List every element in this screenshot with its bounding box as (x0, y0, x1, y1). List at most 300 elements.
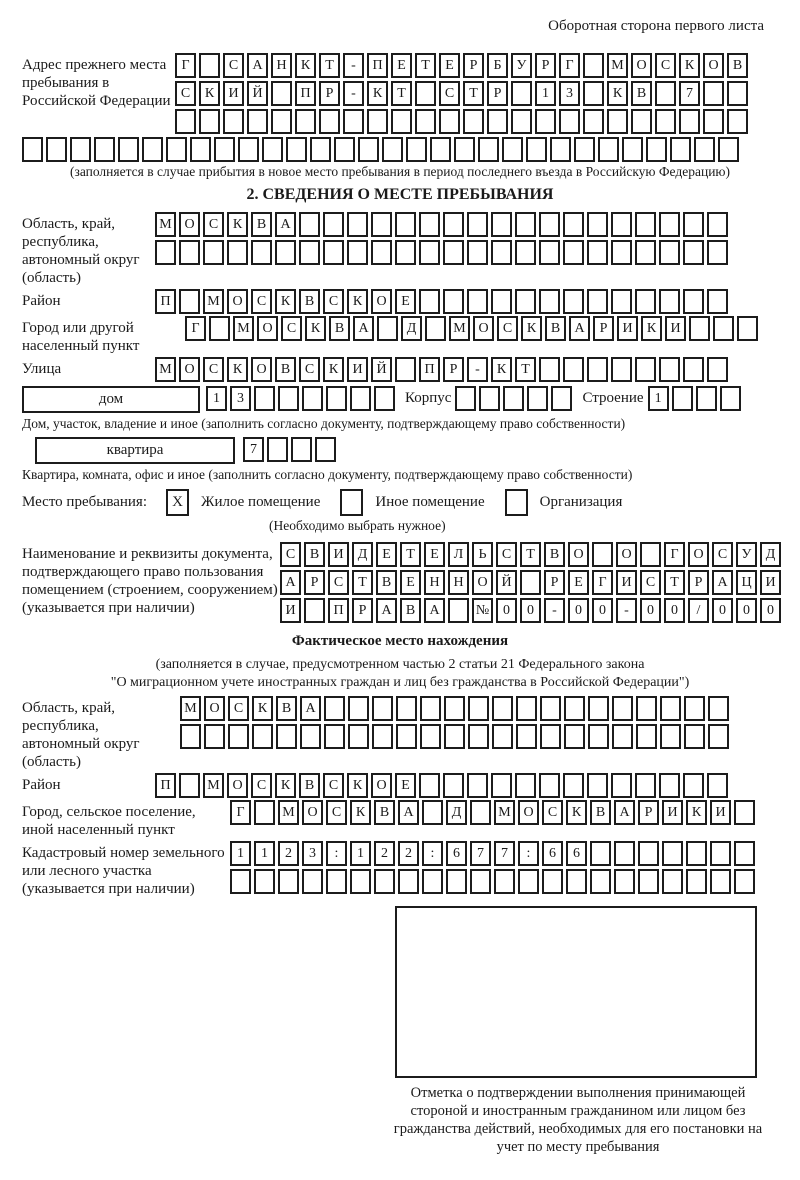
char-cell (662, 841, 683, 866)
char-cell: К (367, 81, 388, 106)
district-label: Район (22, 293, 61, 309)
char-cell: С (542, 800, 563, 825)
char-cell: К (305, 316, 326, 341)
char-cell: 1 (350, 841, 371, 866)
char-cell: К (641, 316, 662, 341)
char-cell (734, 869, 755, 894)
char-cell (422, 800, 443, 825)
apartment-type-box: квартира (35, 437, 235, 464)
char-cell (395, 212, 416, 237)
char-cell: : (422, 841, 443, 866)
char-cell (179, 240, 200, 265)
char-cell: Е (376, 542, 397, 567)
char-cell (660, 724, 681, 749)
char-cell: 0 (736, 598, 757, 623)
char-cell: И (328, 542, 349, 567)
char-cell (267, 437, 288, 462)
char-cells-row (280, 542, 781, 567)
char-cell (299, 240, 320, 265)
char-cell: Н (448, 570, 469, 595)
char-cell: Р (319, 81, 340, 106)
char-cell (502, 137, 523, 162)
char-cell (227, 240, 248, 265)
char-cell: № (472, 598, 493, 623)
actual-city-label: Город, сельское поселение, иной населенный пункт (22, 804, 196, 838)
previous-address-section (22, 53, 778, 134)
char-cell (209, 316, 230, 341)
char-cell (583, 109, 604, 134)
cadastre-label: Кадастровый номер земельного или лесного участка (указывается при наличии) (22, 845, 225, 897)
cadastre-field (22, 841, 778, 898)
char-cell (583, 81, 604, 106)
char-cell: Т (391, 81, 412, 106)
char-cell: Ц (736, 570, 757, 595)
char-cell (247, 109, 268, 134)
char-cell: В (400, 598, 421, 623)
char-cell (324, 724, 345, 749)
char-cell (487, 109, 508, 134)
char-cell (300, 724, 321, 749)
char-cell: С (655, 53, 676, 78)
char-cell: В (276, 696, 297, 721)
char-cell (636, 696, 657, 721)
char-cell: 2 (374, 841, 395, 866)
char-cell (734, 800, 755, 825)
char-cell (539, 240, 560, 265)
char-cell (70, 137, 91, 162)
char-cell: М (278, 800, 299, 825)
house-type-box: дом (22, 386, 200, 413)
char-cell (347, 212, 368, 237)
char-cell: К (227, 212, 248, 237)
char-cell (640, 542, 661, 567)
char-cell: В (545, 316, 566, 341)
char-cell: 0 (520, 598, 541, 623)
char-cell: 1 (230, 841, 251, 866)
char-cell: 6 (542, 841, 563, 866)
char-cell (310, 137, 331, 162)
char-cell (468, 696, 489, 721)
char-cell: Г (185, 316, 206, 341)
stay-checkbox-other (340, 489, 363, 516)
char-cell: Р (352, 598, 373, 623)
char-cell (563, 240, 584, 265)
char-cell (551, 386, 572, 411)
char-cell (703, 81, 724, 106)
char-cell (443, 289, 464, 314)
char-cell (679, 109, 700, 134)
char-cell: И (665, 316, 686, 341)
char-cell (463, 109, 484, 134)
char-cell (683, 212, 704, 237)
char-cell: - (343, 53, 364, 78)
char-cell (398, 869, 419, 894)
char-cell: К (295, 53, 316, 78)
char-cell: А (275, 212, 296, 237)
char-cell (542, 869, 563, 894)
char-cell (348, 696, 369, 721)
char-cell: Ь (472, 542, 493, 567)
char-cell (503, 386, 524, 411)
char-cells-row (22, 137, 778, 162)
char-cell (515, 773, 536, 798)
char-cell (527, 386, 548, 411)
char-cell (262, 137, 283, 162)
char-cell: С (328, 570, 349, 595)
char-cell: В (275, 357, 296, 382)
section2-heading: 2. СВЕДЕНИЯ О МЕСТЕ ПРЕБЫВАНИЯ (246, 186, 554, 203)
char-cell (299, 212, 320, 237)
char-cell: Д (401, 316, 422, 341)
char-cell (395, 240, 416, 265)
char-cell: К (199, 81, 220, 106)
char-cells-row (180, 696, 729, 721)
char-cell (655, 109, 676, 134)
char-cell (415, 81, 436, 106)
char-cell (295, 109, 316, 134)
char-cell (302, 869, 323, 894)
char-cell: М (155, 212, 176, 237)
char-cell (230, 869, 251, 894)
city-field (22, 316, 778, 355)
char-cell: В (590, 800, 611, 825)
char-cell (659, 773, 680, 798)
char-cell (118, 137, 139, 162)
char-cell: С (323, 289, 344, 314)
char-cell: Р (544, 570, 565, 595)
char-cell: Е (439, 53, 460, 78)
char-cell (574, 137, 595, 162)
char-cell (228, 724, 249, 749)
char-cell: Г (175, 53, 196, 78)
char-cell (425, 316, 446, 341)
char-cell (611, 773, 632, 798)
char-cell (539, 357, 560, 382)
char-cell (467, 773, 488, 798)
char-cell (334, 137, 355, 162)
char-cell: В (251, 212, 272, 237)
char-cell (727, 109, 748, 134)
char-cell: С (228, 696, 249, 721)
char-cell: П (295, 81, 316, 106)
char-cell: К (275, 773, 296, 798)
char-cell (683, 357, 704, 382)
char-cell: П (328, 598, 349, 623)
char-cell (223, 109, 244, 134)
char-cell: М (180, 696, 201, 721)
char-cell (396, 696, 417, 721)
char-cell: О (204, 696, 225, 721)
char-cell (563, 357, 584, 382)
char-cell (559, 109, 580, 134)
char-cell (564, 724, 585, 749)
stay-option-organization-label: Организация (539, 494, 623, 510)
char-cell: Л (448, 542, 469, 567)
char-cell (614, 869, 635, 894)
char-cell (703, 109, 724, 134)
char-cells-row (175, 53, 748, 78)
char-cell: К (347, 289, 368, 314)
char-cell (707, 357, 728, 382)
char-cells-row (206, 386, 395, 411)
char-cell: И (280, 598, 301, 623)
char-cell: М (449, 316, 470, 341)
char-cell (166, 137, 187, 162)
char-cell: А (614, 800, 635, 825)
char-cell (564, 696, 585, 721)
char-cell (94, 137, 115, 162)
char-cell (444, 696, 465, 721)
char-cell (179, 289, 200, 314)
char-cell (479, 386, 500, 411)
char-cell (683, 773, 704, 798)
region-label: Область, край, республика, автономный округ (область) (22, 216, 140, 286)
char-cell: О (371, 773, 392, 798)
char-cell (588, 696, 609, 721)
char-cell: К (607, 81, 628, 106)
actual-location-note-line2: "О миграционном учете иностранных граждан и лиц без гражданства в Российской Федерации") (110, 675, 690, 690)
region-field (22, 212, 778, 287)
char-cell (592, 542, 613, 567)
char-cell (710, 869, 731, 894)
stay-type-label: Место пребывания: (22, 494, 147, 510)
char-cell: А (300, 696, 321, 721)
char-cell (326, 869, 347, 894)
char-cell (175, 109, 196, 134)
char-cell: : (518, 841, 539, 866)
char-cell (326, 386, 347, 411)
char-cell (550, 137, 571, 162)
char-cell (684, 724, 705, 749)
char-cell (491, 212, 512, 237)
char-cell: К (227, 357, 248, 382)
char-cell (539, 773, 560, 798)
char-cell (286, 137, 307, 162)
char-cell (46, 137, 67, 162)
char-cell (588, 724, 609, 749)
char-cell (358, 137, 379, 162)
char-cell (670, 137, 691, 162)
char-cell: 7 (470, 841, 491, 866)
char-cell (734, 841, 755, 866)
char-cell (419, 240, 440, 265)
char-cell: К (491, 357, 512, 382)
previous-address-note: (заполняется в случае прибытия в новое место пребывания в период последнего въезда в Российскую Федерацию) (69, 164, 731, 179)
char-cell (275, 240, 296, 265)
char-cell: 0 (664, 598, 685, 623)
char-cell (443, 240, 464, 265)
char-cell: Й (247, 81, 268, 106)
char-cell: К (686, 800, 707, 825)
char-cell: О (302, 800, 323, 825)
char-cell (271, 109, 292, 134)
char-cell (660, 696, 681, 721)
char-cell (518, 869, 539, 894)
char-cell (467, 289, 488, 314)
char-cell (190, 137, 211, 162)
korpus-label: Корпус (405, 390, 452, 406)
char-cell: 7 (494, 841, 515, 866)
char-cell: Р (638, 800, 659, 825)
char-cell (587, 357, 608, 382)
char-cell (455, 386, 476, 411)
char-cell: С (175, 81, 196, 106)
char-cell: Р (443, 357, 464, 382)
char-cell (631, 109, 652, 134)
char-cell: А (247, 53, 268, 78)
stay-type-note: (Необходимо выбрать нужное) (269, 518, 446, 533)
char-cell: 3 (302, 841, 323, 866)
char-cell: И (710, 800, 731, 825)
char-cell (374, 386, 395, 411)
char-cell (708, 724, 729, 749)
char-cell: О (257, 316, 278, 341)
street-label: Улица (22, 361, 62, 377)
char-cell (694, 137, 715, 162)
char-cell: Е (568, 570, 589, 595)
char-cell: - (467, 357, 488, 382)
char-cell: У (736, 542, 757, 567)
char-cell (662, 869, 683, 894)
char-cell (607, 109, 628, 134)
char-cell (583, 53, 604, 78)
char-cell: О (631, 53, 652, 78)
char-cell (324, 696, 345, 721)
char-cell: К (275, 289, 296, 314)
actual-location-note (22, 656, 778, 692)
char-cell: Д (446, 800, 467, 825)
char-cell: А (712, 570, 733, 595)
char-cell (635, 212, 656, 237)
char-cell: В (374, 800, 395, 825)
char-cell: О (616, 542, 637, 567)
char-cell (707, 289, 728, 314)
char-cell: 0 (760, 598, 781, 623)
char-cell (516, 696, 537, 721)
stay-checkbox-residential: X (166, 489, 189, 516)
char-cell: 1 (206, 386, 227, 411)
char-cell: К (679, 53, 700, 78)
char-cell: В (304, 542, 325, 567)
char-cell: О (371, 289, 392, 314)
char-cell (251, 240, 272, 265)
char-cell: О (688, 542, 709, 567)
char-cell (636, 724, 657, 749)
char-cell (467, 212, 488, 237)
char-cell: М (494, 800, 515, 825)
char-cell (718, 137, 739, 162)
char-cell: Е (424, 542, 445, 567)
char-cell (622, 137, 643, 162)
char-cell: А (398, 800, 419, 825)
stay-option-residential-label: Жилое помещение (201, 494, 321, 510)
char-cell (238, 137, 259, 162)
stroenie-label: Строение (582, 390, 644, 406)
char-cell (291, 437, 312, 462)
char-cell: П (155, 773, 176, 798)
char-cell: К (347, 773, 368, 798)
char-cell (587, 773, 608, 798)
char-cell (635, 773, 656, 798)
char-cell (708, 696, 729, 721)
char-cells-row (175, 81, 748, 106)
char-cell: 2 (398, 841, 419, 866)
char-cell: Й (371, 357, 392, 382)
char-cell (420, 696, 441, 721)
char-cell (689, 316, 710, 341)
char-cell (707, 212, 728, 237)
char-cell: С (439, 81, 460, 106)
char-cell: Т (463, 81, 484, 106)
char-cell (155, 240, 176, 265)
char-cell: Т (400, 542, 421, 567)
char-cell (420, 724, 441, 749)
char-cell: О (568, 542, 589, 567)
char-cell: К (350, 800, 371, 825)
char-cell (611, 357, 632, 382)
char-cell (199, 53, 220, 78)
char-cell: С (203, 212, 224, 237)
char-cell: Г (664, 542, 685, 567)
char-cell: В (631, 81, 652, 106)
char-cell (214, 137, 235, 162)
char-cells-row (155, 212, 728, 237)
char-cell (686, 841, 707, 866)
house-note: Дом, участок, владение и иное (заполнить согласно документу, подтверждающему право собственности) (22, 416, 626, 431)
char-cell: С (323, 773, 344, 798)
char-cell (468, 724, 489, 749)
char-cell: Т (520, 542, 541, 567)
char-cell: Т (664, 570, 685, 595)
actual-district-field (22, 773, 778, 798)
char-cell (377, 316, 398, 341)
char-cell (491, 240, 512, 265)
char-cell: А (569, 316, 590, 341)
char-cell (563, 212, 584, 237)
char-cell: Е (395, 289, 416, 314)
house-row (22, 386, 778, 413)
char-cell (587, 240, 608, 265)
char-cell: А (353, 316, 374, 341)
char-cell (727, 81, 748, 106)
char-cell: Г (592, 570, 613, 595)
char-cell: - (544, 598, 565, 623)
char-cell: О (227, 289, 248, 314)
char-cell: И (760, 570, 781, 595)
char-cell (590, 869, 611, 894)
char-cell (696, 386, 717, 411)
actual-location-note-line1: (заполняется в случае, предусмотренном частью 2 статьи 21 Федерального закона (155, 657, 645, 672)
char-cell (302, 386, 323, 411)
char-cell: С (712, 542, 733, 567)
char-cell: Р (688, 570, 709, 595)
char-cells-row (155, 773, 728, 798)
stay-type-row (22, 489, 778, 516)
char-cell (526, 137, 547, 162)
char-cell: С (203, 357, 224, 382)
stamp-box (395, 906, 757, 1078)
char-cell: 6 (566, 841, 587, 866)
char-cell: 0 (568, 598, 589, 623)
stay-option-other-label: Иное помещение (375, 494, 485, 510)
char-cell (254, 386, 275, 411)
char-cell (406, 137, 427, 162)
char-cell (415, 109, 436, 134)
char-cell (492, 696, 513, 721)
char-cell (180, 724, 201, 749)
char-cell: / (688, 598, 709, 623)
char-cell (491, 773, 512, 798)
